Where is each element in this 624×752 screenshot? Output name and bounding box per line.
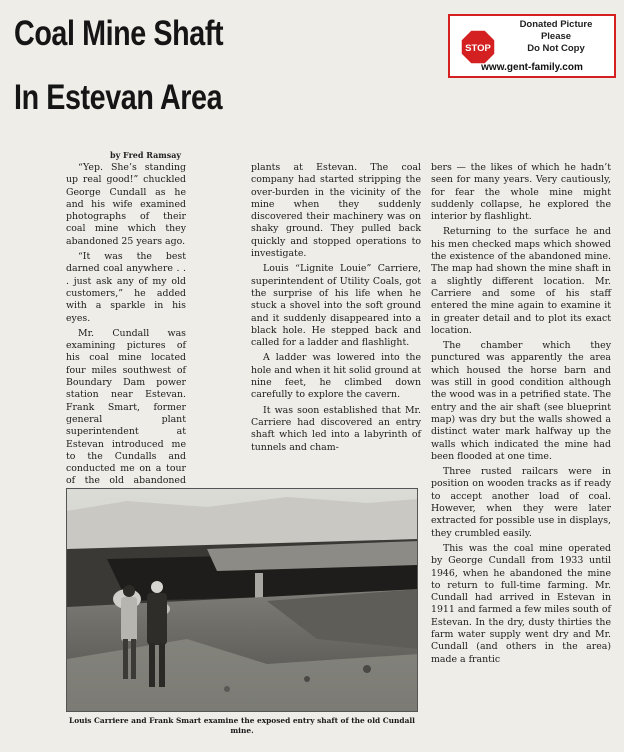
article-column-2: [251, 162, 421, 457]
paragraph: bers — the likes of which he hadn’t seen for many years. Very cautiously, for fear the whole mine might suddenly collapse, he explored the interior by flashlight.: [431, 162, 611, 223]
paragraph: Mr. Cundall was examining pictures of his coal mine located four miles southwest of Boundary Dam power station near Estevan. Frank Smart, former general plant superintendent at Estevan introduced me to the Cundalls and conducted me on a tour of the old abandoned: [66, 327, 186, 487]
mine-photograph: [66, 488, 418, 712]
notice-text: [500, 19, 612, 55]
article-column-3: [431, 162, 611, 669]
paragraph: Returning to the surface he and his men checked maps which showed the existence of the abandoned mine. The map had shown the mine shaft in a slightly different location. Mr. Carriere and some of his staff entered the mine again to examine it in greater detail and to plot its exact location.: [431, 226, 611, 336]
paragraph: Three rusted railcars were in position on wooden tracks as if ready to accept another load of coal. However, when they were later extracted for possible use in displays, they crumbled easily.: [431, 466, 611, 539]
paragraph: Louis “Lignite Louie” Carriere, superintendent of Utility Coals, got the surprise of his life when he stuck a shovel into the soft ground and it suddenly disappeared into a black hole. He stepped back and called for a ladder and flashlight.: [251, 263, 421, 349]
headline-line-2: In Estevan Area: [14, 78, 223, 117]
paragraph: A ladder was lowered into the hole and when it hit solid ground at nine feet, he climbed down carefully to explore the cavern.: [251, 352, 421, 401]
paragraph: “It was the best darned coal anywhere . . . just ask any of my old customers,” he added with a sparkle in his eyes.: [66, 251, 186, 324]
paragraph: The chamber which they punctured was apparently the area which housed the horse barn and was still in good condition although the wood was in a petrified state. The entry and the air shaft (see blueprint map) was dry but the walls showed a distinct water mark halfway up the walls which indicated the mine had been flooded at one time.: [431, 340, 611, 462]
mine-shaft-photo-image: [67, 489, 418, 712]
notice-line-1: Donated Picture: [519, 19, 593, 30]
notice-url: www.gent-family.com: [481, 62, 583, 73]
notice-line-3: Do Not Copy: [527, 43, 585, 54]
notice-line-2: Please: [540, 31, 572, 42]
photo-caption: Louis Carriere and Frank Smart examine the exposed entry shaft of the old Cundall mine.: [69, 716, 415, 735]
paragraph: This was the coal mine operated by George Cundall from 1933 until 1946, when he abandoned the mine to return to full-time farming. Mr. Cundall had arrived in Estevan in 1911 and farmed a few miles south of Estevan. In the dry, dusty thirties the farm water supply went dry and Mr. Cundall (and others in the area) made a frantic: [431, 542, 611, 665]
paragraph: plants at Estevan. The coal company had started stripping the over-burden in the vicinity of the mine when they suddenly discovered their machinery was on shaky ground. They pulled back quickly and stopped operations to investigate.: [251, 162, 421, 260]
byline: by Fred Ramsay: [110, 150, 182, 160]
copy-notice-box: [448, 14, 616, 78]
paragraph: “Yep. She’s standing up real good!” chuckled George Cundall as he and his wife examined photographs of their coal mine which they abandoned 25 years ago.: [66, 162, 186, 247]
paragraph: It was soon established that Mr. Carriere had discovered an entry shaft which led into a labyrinth of tunnels and cham-: [251, 404, 421, 453]
stop-sign-text: STOP: [465, 43, 491, 54]
headline-line-1: Coal Mine Shaft: [14, 14, 224, 53]
stop-sign-icon: [460, 29, 496, 65]
